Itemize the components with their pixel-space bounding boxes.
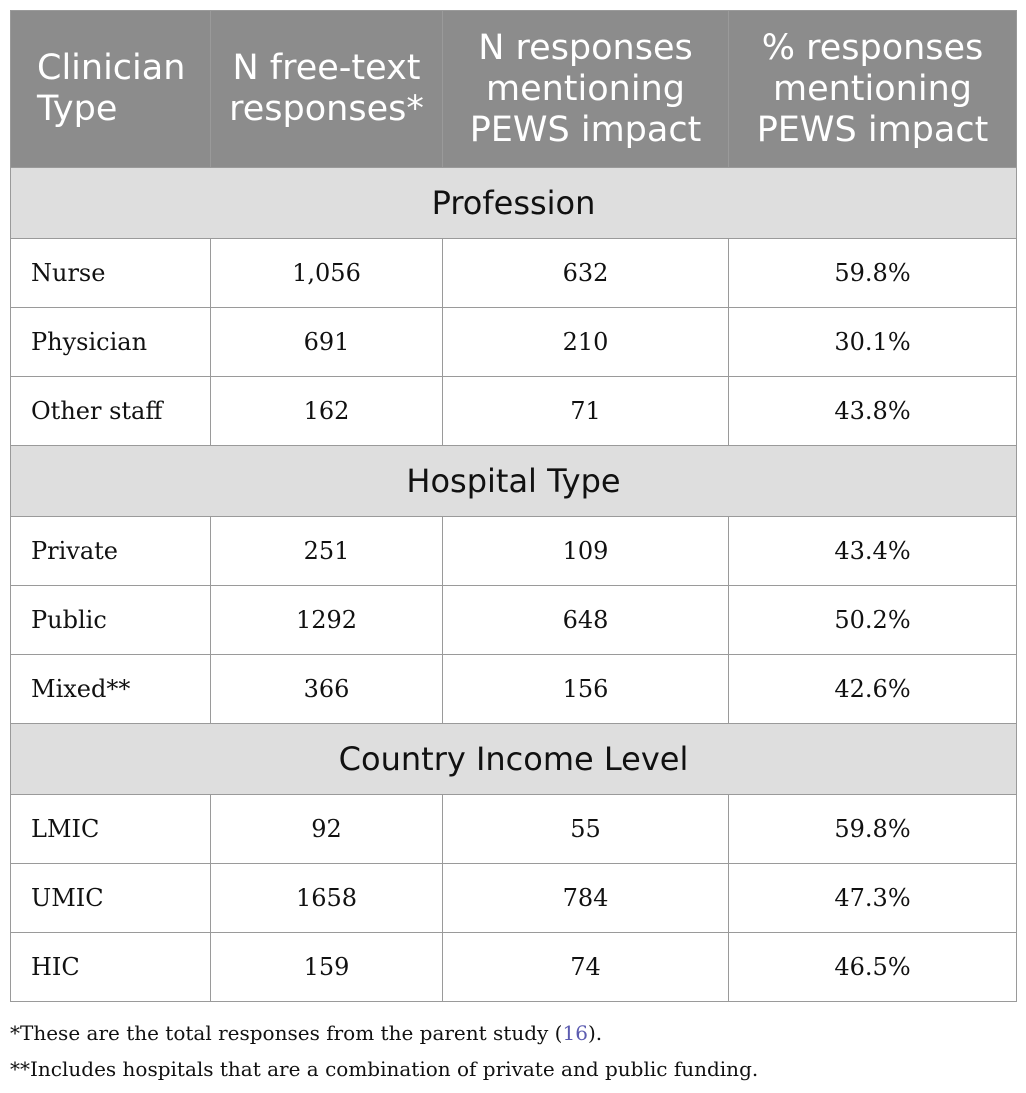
table-row — [11, 517, 1017, 586]
header-free-text-responses: N free-text responses* — [211, 11, 443, 168]
header-n-pews-impact: N responses mentioning PEWS impact — [443, 11, 729, 168]
section-title: Profession — [11, 168, 1017, 239]
section-title: Country Income Level — [11, 724, 1017, 795]
table-row — [11, 655, 1017, 724]
cell-pct-impact: 43.8% — [729, 377, 1017, 446]
cell-pct-impact: 47.3% — [729, 864, 1017, 933]
cell-n-impact: 210 — [443, 308, 729, 377]
footnote-1-suffix: ). — [587, 1021, 603, 1045]
footnote-1-text: *These are the total responses from the parent study ( — [10, 1021, 563, 1045]
row-label: Public — [11, 586, 211, 655]
cell-n-impact: 109 — [443, 517, 729, 586]
table-header — [11, 11, 1017, 168]
table-row — [11, 864, 1017, 933]
cell-pct-impact: 42.6% — [729, 655, 1017, 724]
footnote-2: **Includes hospitals that are a combination of private and public funding. — [10, 1057, 759, 1081]
cell-pct-impact: 59.8% — [729, 795, 1017, 864]
cell-n-impact: 71 — [443, 377, 729, 446]
cell-free-text: 159 — [211, 933, 443, 1002]
cell-free-text: 251 — [211, 517, 443, 586]
section-title: Hospital Type — [11, 446, 1017, 517]
table-row — [11, 377, 1017, 446]
row-label: Physician — [11, 308, 211, 377]
cell-free-text: 1,056 — [211, 239, 443, 308]
header-pct-pews-impact: % responses mentioning PEWS impact — [729, 11, 1017, 168]
table-row — [11, 239, 1017, 308]
cell-free-text: 366 — [211, 655, 443, 724]
section-row — [11, 724, 1017, 795]
cell-free-text: 92 — [211, 795, 443, 864]
cell-pct-impact: 46.5% — [729, 933, 1017, 1002]
row-label: Mixed** — [11, 655, 211, 724]
cell-pct-impact: 30.1% — [729, 308, 1017, 377]
cell-pct-impact: 59.8% — [729, 239, 1017, 308]
results-table — [10, 10, 1017, 1002]
cell-n-impact: 156 — [443, 655, 729, 724]
cell-n-impact: 648 — [443, 586, 729, 655]
cell-pct-impact: 50.2% — [729, 586, 1017, 655]
table-row — [11, 795, 1017, 864]
cell-free-text: 162 — [211, 377, 443, 446]
cell-pct-impact: 43.4% — [729, 517, 1017, 586]
footnote-1 — [10, 1015, 758, 1051]
footnotes — [10, 1015, 758, 1087]
header-row — [11, 11, 1017, 168]
citation-link[interactable]: 16 — [562, 1021, 588, 1045]
cell-free-text: 1658 — [211, 864, 443, 933]
table-row — [11, 308, 1017, 377]
cell-free-text: 691 — [211, 308, 443, 377]
row-label: Other staff — [11, 377, 211, 446]
cell-n-impact: 632 — [443, 239, 729, 308]
cell-n-impact: 55 — [443, 795, 729, 864]
row-label: HIC — [11, 933, 211, 1002]
row-label: Nurse — [11, 239, 211, 308]
cell-n-impact: 74 — [443, 933, 729, 1002]
cell-free-text: 1292 — [211, 586, 443, 655]
table-row — [11, 933, 1017, 1002]
row-label: LMIC — [11, 795, 211, 864]
section-row — [11, 446, 1017, 517]
header-clinician-type: Clinician Type — [11, 11, 211, 168]
row-label: Private — [11, 517, 211, 586]
section-row — [11, 168, 1017, 239]
cell-n-impact: 784 — [443, 864, 729, 933]
row-label: UMIC — [11, 864, 211, 933]
table-body — [11, 168, 1017, 1002]
table-row — [11, 586, 1017, 655]
